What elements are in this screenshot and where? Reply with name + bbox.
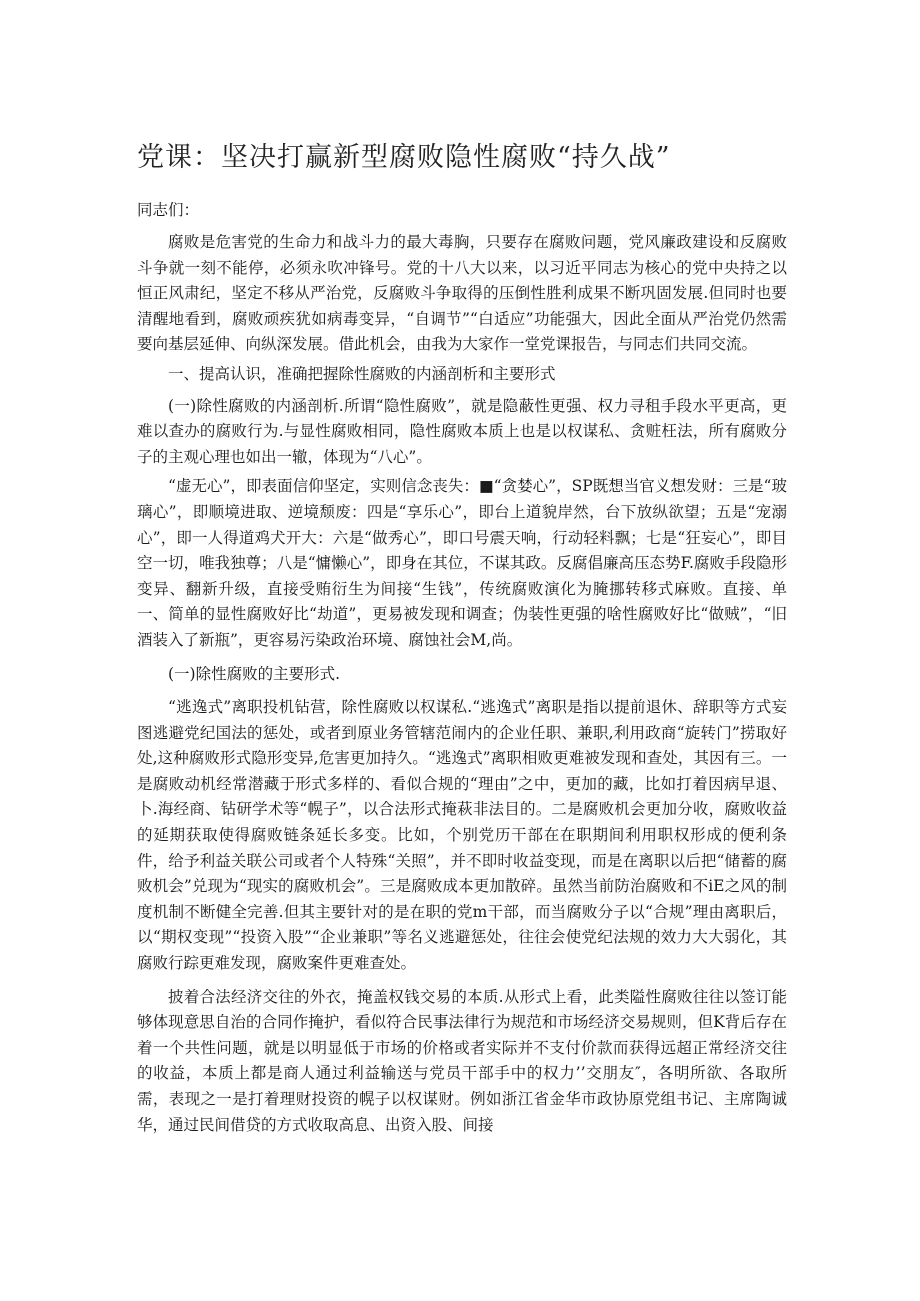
section-heading-1: 一、提高认识，准确把握除性腐败的内涵剖析和主要形式 bbox=[168, 364, 556, 383]
document-body bbox=[137, 230, 787, 1142]
document-title: 党课：坚决打赢新型腐败隐性腐败“持久战” bbox=[137, 142, 671, 173]
paragraph-intro: 腐败是危害党的生命力和战斗力的最大毒胸，只要存在腐败问题，党风廉政建设和反腐败斗争就一刻不能停，必须永吹冲锋号。党的十八大以来，以习近平同志为核心的党中央持之以恒正风肃纪，坚定不移从严治党，反腐败斗争取得的压倒性胜利成果不断巩固发展.但同时也要清醒地看到，腐败顽疾犹如病毒变异，“自调节”“白适应”功能强大，因此全面从严治党仍然需要向基层延伸、向纵深发展。借此机会，由我为大家作一堂党课报告，与同志们共同交流。 bbox=[137, 233, 787, 354]
paragraph-definition: (一)除性腐败的内涵剖析.所谓“隐性腐败”，就是隐蔽性更强、权力寻租手段水平更高，更难以查办的腐败行为.与显性腐败相同，隐性腐败本质上也是以权谋私、贪赃枉法，所有腐败分子的主观心理也如出一辙，体现为“八心”。 bbox=[137, 396, 787, 466]
subsection-heading-forms: (一)除性腐败的主要形式. bbox=[168, 664, 341, 683]
salutation: 同志们： bbox=[137, 201, 200, 219]
paragraph-legal-cover: 披着合法经济交往的外衣，掩盖权钱交易的本质.从形式上看，此类隘性腐败往往以签订能够体现意思自治的合同作掩护，看似符合民事法律行为规范和市场经济交易规则，但K背后存在着一个共性问题，就是以明显低于市场的价格或者实际并不支付价款而获得远超正常经济交往的收益，本质上都是商人通过利益输送与党员干部手中的权力’’交朋友″，各明所欲、各取所需，表现之一是打着理财投资的幌子以权谋财。例如浙江省金华市政协原党组书记、主席陶诚华，通过民间借贷的方式收取高息、出资入股、间接 bbox=[137, 987, 787, 1134]
paragraph-escape-resignation: “逃逸式”离职投机钻营，除性腐败以权谋私.“逃逸式”离职是指以提前退休、辞职等方式妄图逃避党纪国法的惩处，或者到原业务管辖范闹内的企业任职、兼职,利用政商“旋转门”捞取好处,这种腐败形式隐形变异,危害更加持久。“逃逸式”离职相败更难被发现和查处，其因有三。一是腐败动机经常潜藏于形式多样的、看似合规的“理由”之中，更加的藏，比如打着因病早退、卜.海经商、钻研学术等“幌子”，以合法形式掩萩非法目的。二是腐败机会更加分收，腐败收益的延期获取使得腐败链条延长多变。比如，个别党历干部在在职期间利用职权形成的便利条件，给予利益关联公司或者个人特殊“关照”，并不即时收益变现，而是在离职以后把“储蓄的腐败机会”兑现为“现实的腐败机会”。三是腐败成本更加散碎。虽然当前防治腐败和不iE之风的制度机制不断健全完善.但其主要针对的是在职的党m干部，而当腐败分子以“合规”理由离职后，以“期权变现”“投资入股”“企业兼职”等名义逃避惩处，往往会使党纪法规的效力大大弱化，其腐败行踪更难发现，腐败案件更难查处。 bbox=[137, 698, 787, 973]
paragraph-eight-hearts: “虚无心”，即表面信仰坚定，实则信念丧失：■“贪婪心”，SP既想当官义想发财：三是“玻璃心”，即顺境进取、逆境颓废：四是“享乐心”，即台上道貌岸然，台下放纵欲望；五是“宠溺心”，即一人得道鸡犬开大：六是“做秀心”，即口号震天响，行动轻料飘；七是“狂妄心”，即目空一切，唯我独尊；八是“慵懒心”，即身在其位，不谋其政。反腐倡廉高压态势F.腐败手段隐形变异、翻新升级，直接受贿衍生为间接“生钱”，传统腐败演化为腌挪转移式麻败。直接、单一、简单的显性腐败好比“劫道”，更易被发现和调查；伪装性更强的啥性腐败好比“做贼”，“旧酒装入了新瓶”，更容易污染政治环境、腐蚀社会M,尚。 bbox=[137, 477, 787, 649]
